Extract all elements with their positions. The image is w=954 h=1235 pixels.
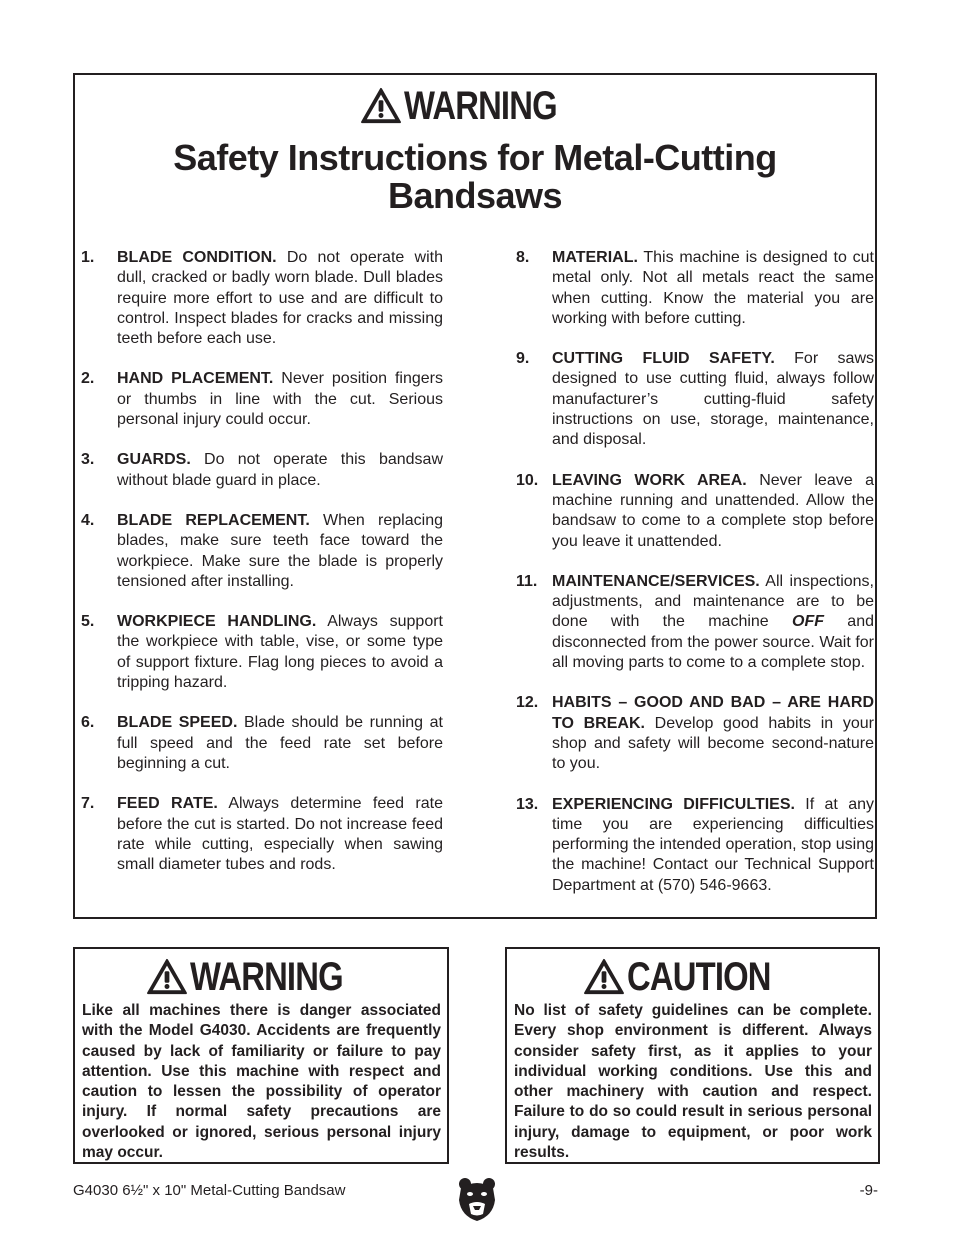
item-heading: BLADE SPEED. (117, 714, 238, 732)
item-heading: MAINTENANCE/SERVICES. (552, 572, 760, 590)
instructions-right-column (516, 248, 874, 916)
item-heading: LEAVING WORK AREA. (552, 471, 747, 489)
caution-box-text: No list of safety guidelines can be complete. Every shop environment is different. Always consider safety first, as it applies to your individual working conditions. Use this and other machinery with caution and respect. Failure to do so could result in serious personal injury, damage to equipment, or poor work results. (514, 1002, 872, 1162)
item-text: Do not operate with dull, cracked or badly worn blade. Dull blades require more effort to use and are difficult to control. Inspect blades for cracks and missing teeth before each use. (117, 249, 443, 348)
instruction-item (81, 713, 443, 774)
item-heading: GUARDS. (117, 451, 191, 469)
item-body (117, 511, 443, 592)
item-number: 8. (516, 249, 530, 266)
item-number: 1. (81, 249, 95, 266)
item-heading: EXPERIENCING DIFFICULTIES. (552, 795, 795, 813)
item-body (117, 794, 443, 875)
item-body (117, 248, 443, 349)
item-number: 3. (81, 451, 95, 469)
item-number: 6. (81, 714, 95, 732)
main-signal-header (75, 81, 875, 131)
item-heading: BLADE CONDITION. (117, 249, 277, 266)
item-heading: WORKPIECE HANDLING. (117, 613, 317, 631)
item-heading: BLADE REPLACEMENT. (117, 511, 310, 529)
item-body (552, 248, 874, 329)
item-body (552, 693, 874, 774)
item-text: Blade should be running at full speed and the feed rate set before beginning a cut. (117, 714, 443, 772)
warning-triangle-icon (146, 958, 188, 996)
item-number: 2. (81, 370, 95, 388)
item-text: Never leave a machine running and unattended. Allow the bandsaw to come to a complete stop before you leave it unattended. (552, 471, 874, 550)
warning-triangle-icon (360, 87, 402, 125)
instruction-item (81, 450, 443, 491)
item-text: and disconnected from the power source. Wait for all moving parts to come to a complete stop. (552, 613, 875, 672)
page-title-line2: Bandsaws (387, 175, 563, 216)
item-body (117, 369, 443, 430)
item-body (117, 713, 443, 774)
item-text: This machine is designed to cut metal only. Not all metals react the same when cutting. Know the material you are working with before cutting. (552, 249, 874, 327)
item-text: Develop good habits in your shop and safety will become second-nature to you. (552, 714, 875, 773)
item-emphasis: OFF (792, 613, 824, 631)
instruction-item (516, 471, 874, 552)
page-title (75, 139, 875, 215)
item-body (117, 612, 443, 693)
instruction-item (81, 794, 443, 875)
instruction-item (81, 248, 443, 349)
warning-triangle-icon (583, 958, 625, 996)
caution-box-signal-word: CAUTION (626, 954, 771, 999)
instructions-left-column (81, 248, 443, 895)
item-text: Never position fingers or thumbs in line with the cut. Serious personal injury could occur. (117, 370, 444, 429)
instruction-item (516, 693, 874, 774)
item-text: If at any time you are experiencing difficulties performing the intended operation, stop using the machine! Contact our Technical Support Department at (570) 546-9663. (552, 795, 874, 894)
item-number: 5. (81, 613, 95, 631)
footer-page-number: -9- (859, 1182, 878, 1199)
caution-box-header (507, 953, 878, 1001)
item-number: 7. (81, 795, 95, 813)
warning-box-signal-word: WARNING (189, 954, 343, 999)
item-body (552, 349, 874, 450)
main-signal-word: WARNING (403, 83, 557, 128)
footer-model-name: G4030 6½" x 10" Metal-Cutting Bandsaw (73, 1182, 346, 1199)
item-number: 9. (516, 350, 530, 368)
warning-box (73, 947, 449, 1164)
item-number: 13. (516, 795, 539, 813)
item-number: 4. (81, 511, 95, 529)
item-heading: HAND PLACEMENT. (117, 370, 274, 388)
item-text: All inspections, adjustments, and maintenance are to be done with the machine (552, 572, 874, 631)
instruction-item (516, 572, 874, 673)
instruction-item (516, 349, 874, 450)
main-warning-panel (73, 73, 877, 919)
instruction-item (81, 511, 443, 592)
item-heading: HABITS – GOOD AND BAD – ARE HARD TO BREAK. (552, 694, 874, 732)
item-number: 10. (516, 471, 539, 489)
item-number: 12. (516, 694, 539, 712)
item-text: For saws designed to use cutting fluid, always follow manufacturer’s cutting-fluid safety instructions on use, storage, maintenance, and disposal. (552, 350, 874, 449)
item-text: Do not operate this bandsaw without blade guard in place. (117, 451, 443, 489)
page-title-line1: Safety Instructions for Metal-Cutting (173, 137, 777, 178)
item-text: When replacing blades, make sure teeth face toward the workpiece. Make sure the blade is properly tensioned after installing. (117, 511, 443, 590)
item-body (552, 471, 874, 552)
warning-box-header (75, 953, 447, 1001)
caution-box (505, 947, 880, 1164)
bear-head-logo-icon (457, 1176, 497, 1222)
item-text: Always support the workpiece with table, vise, or some type of support fixture. Flag long pieces to avoid a tripping hazard. (117, 613, 443, 692)
item-body (117, 450, 443, 491)
item-heading: MATERIAL. (552, 249, 638, 266)
item-heading: CUTTING FLUID SAFETY. (552, 350, 775, 368)
instruction-item (81, 612, 443, 693)
item-number: 11. (516, 572, 538, 590)
instruction-item (516, 248, 874, 329)
instruction-item (81, 369, 443, 430)
item-text: Always determine feed rate before the cut is started. Do not increase feed rate while cutting, especially when sawing small diameter tubes and rods. (117, 795, 443, 874)
warning-box-text: Like all machines there is danger associated with the Model G4030. Accidents are frequently caused by lack of familiarity or failure to pay attention. Use this machine with respect and caution to lessen the possibility of operator injury. If normal safety precautions are overlooked or ignored, serious personal injury may occur. (82, 1002, 441, 1162)
item-heading: FEED RATE. (117, 795, 218, 813)
instruction-item (516, 795, 874, 896)
item-body (552, 572, 874, 673)
item-body (552, 795, 874, 896)
